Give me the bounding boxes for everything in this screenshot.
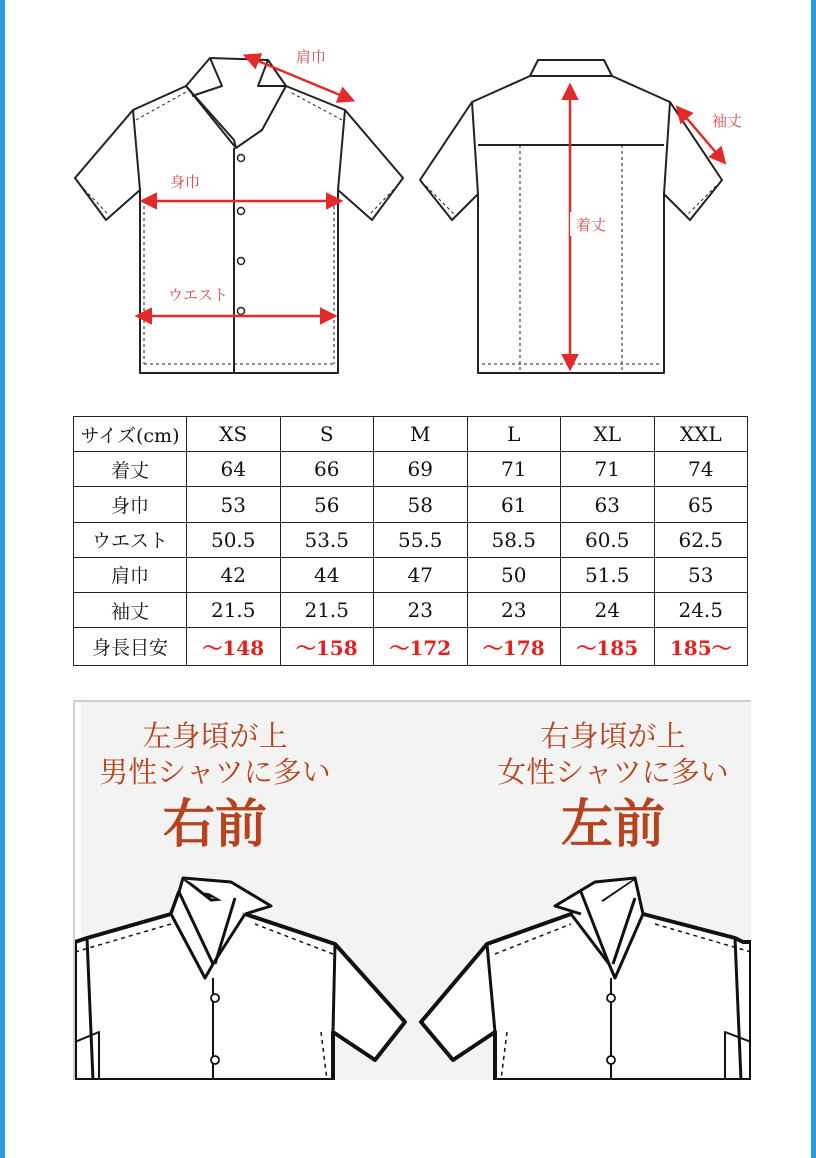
front-shirt-drawing	[75, 58, 403, 373]
table-cell: 21.5	[280, 593, 374, 628]
table-cell: 71	[467, 452, 561, 487]
table-cell: 63	[561, 487, 655, 522]
size-table-header	[74, 417, 748, 452]
row-label: 着丈	[74, 452, 187, 487]
right-front-line2: 男性シャツに多い	[99, 755, 331, 789]
table-cell: 58.5	[467, 522, 561, 557]
row-label: 袖丈	[74, 593, 187, 628]
table-cell: 24.5	[654, 593, 748, 628]
table-cell: 24	[561, 593, 655, 628]
table-cell: 60.5	[561, 522, 655, 557]
header-cell: XXL	[654, 417, 748, 452]
table-cell: ～158	[280, 628, 374, 666]
table-cell: 53	[654, 557, 748, 592]
right-front-caption	[75, 718, 355, 860]
table-row	[74, 522, 748, 557]
closure-comparison-panel	[73, 700, 751, 1080]
table-cell: 56	[280, 487, 374, 522]
table-cell: 47	[374, 557, 468, 592]
table-cell: 23	[467, 593, 561, 628]
left-front-caption	[475, 718, 751, 860]
size-table	[73, 416, 748, 666]
sleeve-label: 袖丈	[712, 112, 743, 130]
table-cell: ～185	[561, 628, 655, 666]
right-front-title: 右前	[162, 794, 267, 855]
row-label: 身巾	[74, 487, 187, 522]
table-cell: 23	[374, 593, 468, 628]
header-cell: M	[374, 417, 468, 452]
table-cell: 64	[187, 452, 281, 487]
table-row	[74, 593, 748, 628]
header-cell: XS	[187, 417, 281, 452]
table-cell: 55.5	[374, 522, 468, 557]
table-cell: 62.5	[654, 522, 748, 557]
shoulder-label: 肩巾	[296, 48, 327, 66]
table-cell: 53.5	[280, 522, 374, 557]
left-front-line2: 女性シャツに多い	[497, 755, 729, 789]
table-cell: 21.5	[187, 593, 281, 628]
table-cell: 185～	[654, 628, 748, 666]
table-cell: 71	[561, 452, 655, 487]
row-label: 肩巾	[74, 557, 187, 592]
table-cell: 50.5	[187, 522, 281, 557]
header-cell: サイズ(cm)	[74, 417, 187, 452]
waist-label: ウエスト	[168, 286, 229, 304]
table-cell: 61	[467, 487, 561, 522]
table-row-height-guide	[74, 628, 748, 666]
table-row	[74, 557, 748, 592]
table-cell: 42	[187, 557, 281, 592]
header-cell: S	[280, 417, 374, 452]
table-cell: ～172	[374, 628, 468, 666]
table-cell: 65	[654, 487, 748, 522]
table-cell: 66	[280, 452, 374, 487]
measurement-diagram	[0, 0, 816, 400]
right-shirt-drawing	[421, 878, 751, 1080]
left-front-title: 左前	[560, 794, 665, 855]
header-cell: L	[467, 417, 561, 452]
table-cell: 44	[280, 557, 374, 592]
chest-label: 身巾	[170, 173, 201, 191]
table-cell: 53	[187, 487, 281, 522]
header-cell: XL	[561, 417, 655, 452]
table-cell: ～178	[467, 628, 561, 666]
table-cell: 50	[467, 557, 561, 592]
row-label: ウエスト	[74, 522, 187, 557]
row-label: 身長目安	[74, 628, 187, 666]
table-cell: 58	[374, 487, 468, 522]
table-cell: 74	[654, 452, 748, 487]
table-cell: 69	[374, 452, 468, 487]
left-front-line1: 右身頃が上	[540, 719, 686, 753]
table-cell: 51.5	[561, 557, 655, 592]
table-cell: ～148	[187, 628, 281, 666]
right-front-line1: 左身頃が上	[142, 719, 288, 753]
length-label: 着丈	[576, 216, 607, 234]
table-row	[74, 452, 748, 487]
table-row	[74, 487, 748, 522]
